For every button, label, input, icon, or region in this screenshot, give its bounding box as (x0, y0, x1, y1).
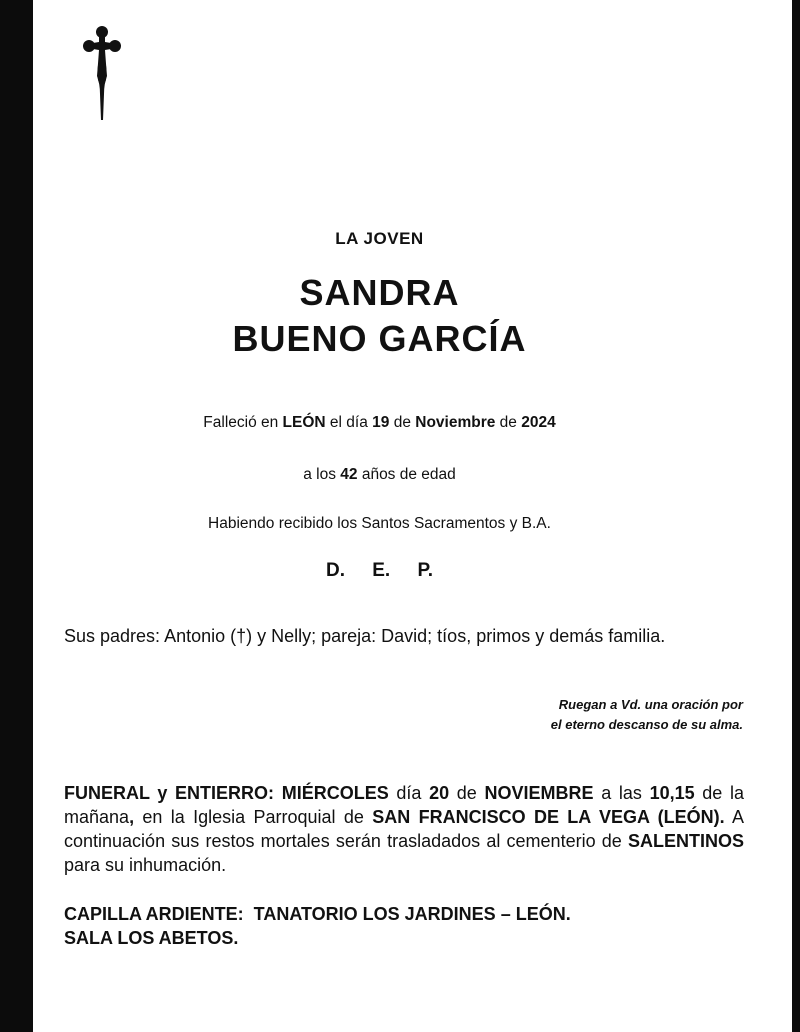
death-place: LEÓN (282, 414, 326, 431)
funeral-cemetery: SALENTINOS (627, 831, 744, 851)
death-info (0, 414, 759, 432)
funeral-text: A continuación sus restos mortales serán trasladados al cementerio de (64, 807, 745, 851)
funeral-label: FUNERAL y ENTIERRO: MIÉRCOLES (64, 783, 389, 803)
funeral-month: NOVIEMBRE (484, 783, 594, 803)
funeral-comma: , (129, 807, 135, 827)
chapel-place: TANATORIO LOS JARDINES – LEÓN. (253, 904, 571, 924)
death-text: de (495, 414, 522, 431)
prayer-line: Ruegan a Vd. una oración por (558, 697, 743, 712)
chapel-info (64, 902, 744, 950)
chapel-label: CAPILLA ARDIENTE (64, 904, 238, 924)
chapel-room: SALA LOS ABETOS. (64, 928, 239, 948)
age-text: a los (303, 466, 341, 483)
funeral-day: 20 (429, 783, 450, 803)
funeral-church: SAN FRANCISCO DE LA VEGA (LEÓN). (372, 807, 725, 827)
cross-icon (82, 24, 122, 122)
funeral-text: de (449, 783, 485, 803)
prayer-request (551, 695, 743, 735)
death-text: el día (325, 414, 373, 431)
death-text: Falleció en (203, 414, 283, 431)
death-month: Noviembre (415, 414, 496, 431)
funeral-time: 10,15 (649, 783, 695, 803)
deceased-name (0, 270, 759, 362)
family-list: Sus padres: Antonio (†) y Nelly; pareja: David; tíos, primos y demás familia. (64, 626, 666, 646)
funeral-text: de la mañana (64, 783, 744, 827)
funeral-text: día (388, 783, 430, 803)
age-years: 42 (340, 466, 358, 483)
chapel-line (64, 902, 744, 926)
prefix-title: LA JOVEN (335, 229, 424, 248)
funeral-text: en la Iglesia Parroquial de (134, 807, 373, 827)
dep-abbreviation: D. E. P. (325, 560, 433, 581)
age-text: años de edad (357, 466, 456, 483)
funeral-text: para su inhumación. (64, 855, 227, 875)
age-info (0, 466, 759, 484)
prayer-line: el eterno descanso de su alma. (550, 717, 743, 732)
funeral-text: a las (593, 783, 650, 803)
death-day: 19 (372, 414, 390, 431)
chapel-separator: : (237, 904, 254, 924)
sacraments-line: Habiendo recibido los Santos Sacramentos y B.A. (208, 515, 551, 532)
surnames: BUENO GARCÍA (232, 318, 527, 359)
funeral-info (64, 781, 744, 877)
death-text: de (389, 414, 416, 431)
death-year: 2024 (521, 414, 556, 431)
first-name: SANDRA (299, 272, 460, 313)
